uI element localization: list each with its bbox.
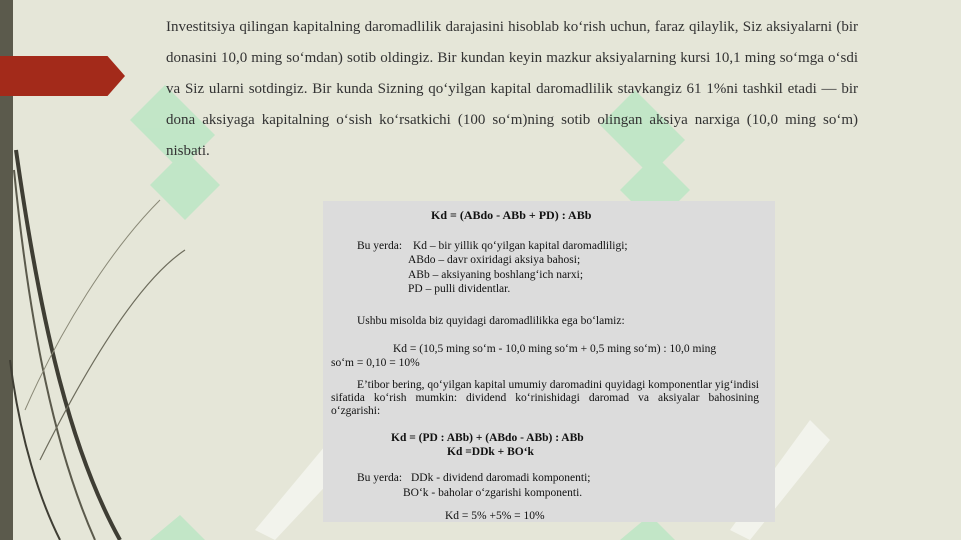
definition-abb: ABb – aksiyaning boshlang‘ich narxi; (408, 269, 584, 281)
example-line-2: so‘m = 0,10 = 10% (331, 357, 420, 369)
result-line: Kd = 5% +5% = 10% (445, 510, 545, 522)
slide-paragraph: Investitsiya qilingan kapitalning daromadlilik darajasini hisoblab ko‘rish uchun, faraz qilaylik, Siz aksiyalarni (bir donasini 10,0 ming so‘mdan) sotib oldingiz. Bir kundan keyin mazkur aksiyalarning kursi 10,1 ming so‘mga o‘sdi va Siz ularni sotdingiz. Bir kunda Sizning qo‘yilgan kapital daromadlilik stavkangiz 61 1%ni tashkil etadi — bir dona aksiyaga kapitalning o‘sish ko‘rsatkichi (100 so‘m)ning sotib olingan aksiya narxiga (10,0 ming so‘m) nisbati. (166, 19, 858, 159)
definition-pd: PD – pulli dividentlar. (408, 283, 511, 295)
where-label-2: Bu yerda: (357, 472, 403, 484)
formula-short: Kd =DDk + BO‘k (447, 446, 534, 458)
formula-main: Kd = (ABdo - ABb + PD) : ABb (431, 208, 592, 222)
example-line-1: Kd = (10,5 ming so‘m - 10,0 ming so‘m + 0,5 ming so‘m) : 10,0 ming (393, 343, 717, 355)
definition-kd: Kd – bir yillik qo‘yilgan kapital daromadliligi; (413, 240, 628, 252)
definition-ddk: DDk - dividend daromadi komponenti; (411, 472, 591, 484)
example-intro: Ushbu misolda biz quyidagi daromadlilikka ega bo‘lamiz: (357, 315, 625, 327)
definition-bok: BO‘k - baholar o‘zgarishi komponenti. (403, 487, 583, 499)
note-paragraph: E’tibor bering, qo‘yilgan kapital umumiy daromadini quyidagi komponentlar yig‘indisi sifatida ko‘rish mumkin: dividend ko‘rinishidagi daromad va aksiyalar bahosining o‘zgarishi: (331, 379, 759, 417)
formula-components: Kd = (PD : ABb) + (ABdo - ABb) : ABb (391, 432, 584, 444)
formula-image (323, 201, 775, 522)
definition-abdo: ABdo – davr oxiridagi aksiya bahosi; (408, 254, 581, 266)
where-label: Bu yerda: (357, 240, 403, 252)
